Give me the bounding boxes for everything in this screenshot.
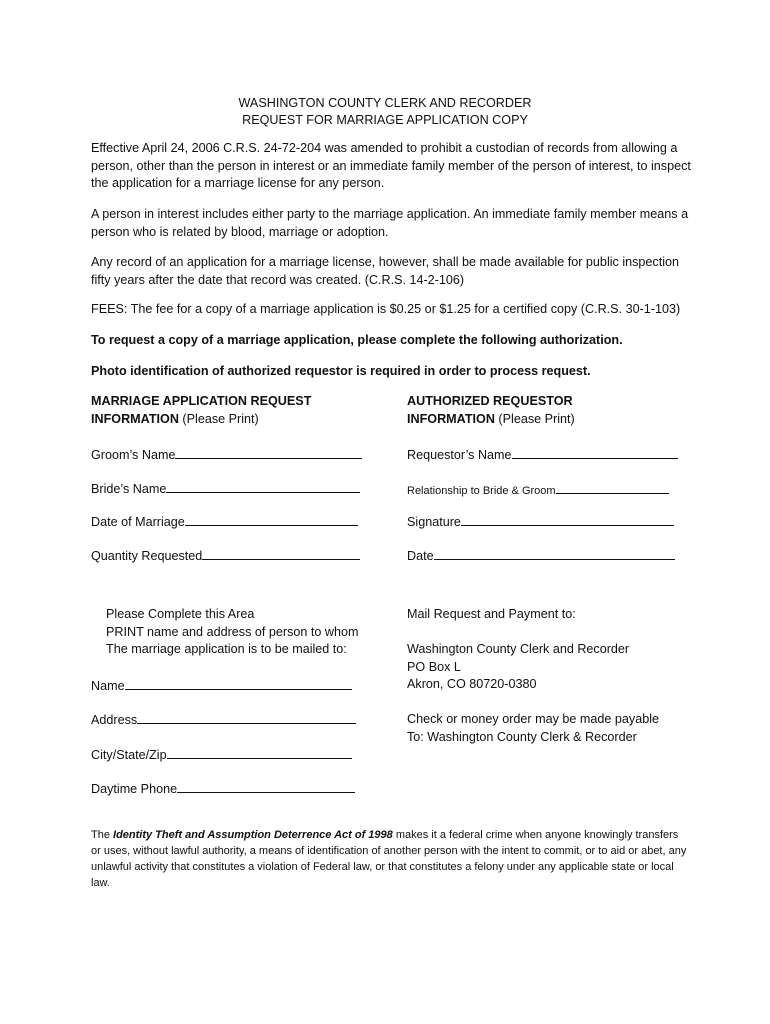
relationship-label: Relationship to Bride & Groom: [407, 485, 556, 497]
clerk-address-line: Akron, CO 80720-0380: [407, 677, 537, 691]
groom-name-label: Groom’s Name: [91, 448, 176, 462]
identity-theft-act-name: Identity Theft and Assumption Deterrence Act of 1998: [113, 829, 393, 841]
requestor-name-field[interactable]: [407, 446, 678, 463]
payment-line: Check or money order may be made payable: [407, 712, 660, 726]
mail-name-field[interactable]: [91, 677, 352, 694]
groom-name-line[interactable]: [175, 446, 362, 459]
paragraph-photo-id: Photo identification of authorized requestor is required in order to process request.: [91, 364, 591, 378]
requestor-name-line[interactable]: [512, 446, 678, 459]
payment-instructions: [407, 711, 659, 746]
mail-request-heading: Mail Request and Payment to:: [407, 607, 576, 621]
mail-address-field[interactable]: [91, 711, 356, 728]
paragraph-person-in-interest: A person in interest includes either party to the marriage application. An immediate family member means a person who is related by blood, marriage or adoption.: [91, 207, 689, 239]
signature-label: Signature: [407, 515, 461, 529]
mail-address-label: Address: [91, 713, 138, 727]
marriage-request-title: [91, 392, 391, 428]
clerk-address: [407, 641, 629, 694]
relationship-line[interactable]: [556, 481, 669, 494]
notice-body: makes it a federal crime when anyone knowingly transfers or uses, without lawful authority, a means of identification of another person with the intent to commit, or to aid or abet, any unlawful activity that constitutes a violation of Federal law, or that constitutes a felony under any applicable state or local law.: [91, 829, 687, 889]
paragraph-statute: Effective April 24, 2006 C.R.S. 24-72-204 was amended to prohibit a custodian of records from allowing a person, other than the person in interest or an immediate family member of the person of interest, to inspect the application for a marriage license for any person.: [91, 141, 691, 190]
marriage-request-please-print: (Please Print): [178, 412, 259, 426]
clerk-address-line: PO Box L: [407, 659, 461, 674]
daytime-phone-field[interactable]: [91, 780, 355, 797]
marriage-request-title-line-1: MARRIAGE APPLICATION REQUEST: [91, 394, 312, 408]
city-state-zip-line[interactable]: [167, 746, 352, 759]
paragraph-authorization: To request a copy of a marriage application, please complete the following authorization.: [91, 333, 623, 347]
city-state-zip-field[interactable]: [91, 746, 352, 763]
requestor-title-line-2: INFORMATION: [407, 412, 495, 426]
header-line-2: REQUEST FOR MARRIAGE APPLICATION COPY: [242, 113, 528, 127]
paragraph-public-inspection: Any record of an application for a marriage license, however, shall be made available for public inspection fifty years after the date that record was created. (C.R.S. 14-2-106): [91, 255, 680, 287]
identity-theft-notice: [91, 827, 691, 891]
requestor-title: [407, 392, 707, 428]
mailing-instruction-line: Please Complete this Area: [106, 607, 255, 621]
clerk-address-line: Washington County Clerk and Recorder: [407, 642, 630, 656]
header-line-1: WASHINGTON COUNTY CLERK AND RECORDER: [238, 96, 532, 110]
bride-name-field[interactable]: [91, 480, 360, 497]
marriage-request-title-line-2: INFORMATION: [91, 412, 179, 426]
date-line[interactable]: [434, 547, 675, 560]
date-of-marriage-label: Date of Marriage: [91, 515, 185, 529]
date-field[interactable]: [407, 547, 675, 564]
signature-field[interactable]: [407, 513, 674, 530]
date-of-marriage-field[interactable]: [91, 513, 358, 530]
city-state-zip-label: City/State/Zip: [91, 748, 167, 762]
notice-prefix: The: [91, 829, 114, 841]
mail-name-line[interactable]: [125, 677, 352, 690]
bride-name-label: Bride’s Name: [91, 482, 167, 496]
quantity-requested-line[interactable]: [202, 547, 360, 560]
date-of-marriage-line[interactable]: [185, 513, 358, 526]
requestor-title-line-1: AUTHORIZED REQUESTOR: [407, 394, 573, 408]
groom-name-field[interactable]: [91, 446, 362, 463]
daytime-phone-label: Daytime Phone: [91, 782, 178, 796]
quantity-requested-field[interactable]: [91, 547, 360, 564]
relationship-field[interactable]: [407, 481, 669, 499]
date-label: Date: [407, 549, 434, 563]
mailing-instructions: [106, 606, 358, 659]
paragraph-fees: FEES: The fee for a copy of a marriage application is $0.25 or $1.25 for a certified copy (C.R.S. 30-1-103): [91, 302, 681, 316]
payment-line: To: Washington County Clerk & Recorder: [407, 729, 637, 744]
mailing-instruction-line: The marriage application is to be mailed to:: [106, 642, 347, 656]
signature-line[interactable]: [461, 513, 674, 526]
form-header: [0, 95, 770, 129]
requestor-please-print: (Please Print): [494, 412, 575, 426]
bride-name-line[interactable]: [166, 480, 360, 493]
quantity-requested-label: Quantity Requested: [91, 549, 203, 563]
daytime-phone-line[interactable]: [177, 780, 355, 793]
mail-address-line[interactable]: [137, 711, 356, 724]
requestor-name-label: Requestor’s Name: [407, 448, 512, 462]
mailing-instruction-line: PRINT name and address of person to whom: [106, 624, 359, 639]
mail-name-label: Name: [91, 679, 125, 693]
